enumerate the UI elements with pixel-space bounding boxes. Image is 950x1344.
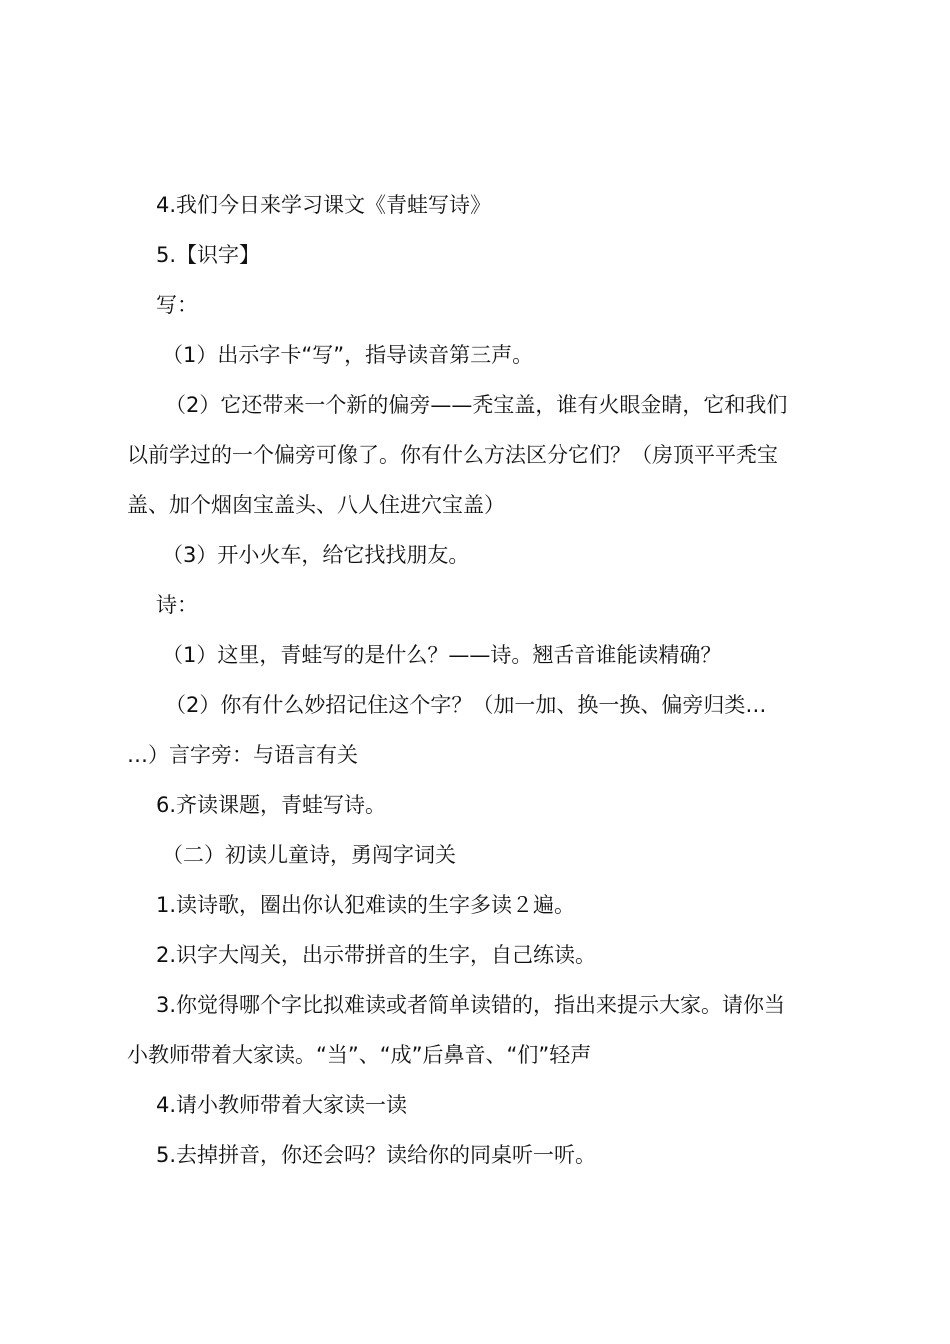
section-heading: 5.【识字】 — [156, 243, 261, 267]
paragraph-line: 4.我们今日来学习课文《青蛙写诗》 — [156, 193, 492, 217]
paragraph-continuation: …）言字旁：与语言有关 — [127, 743, 358, 767]
paragraph-line: （3）开小火车，给它找找朋友。 — [162, 543, 470, 567]
paragraph-continuation: 以前学过的一个偏旁可像了。你有什么方法区分它们？（房顶平平秃宝 — [127, 443, 778, 467]
paragraph-line: （2）你有什么妙招记住这个字？（加一加、换一换、偏旁归类… — [165, 693, 767, 717]
paragraph-line: 5.去掉拼音，你还会吗？读给你的同桌听一听。 — [156, 1143, 597, 1167]
paragraph-line: 1.读诗歌，圈出你认犯难读的生字多读２遍。 — [156, 893, 576, 917]
section-heading: （二）初读儿童诗，勇闯字词关 — [162, 843, 456, 867]
paragraph-continuation: 盖、加个烟囱宝盖头、八人住进穴宝盖） — [127, 493, 505, 517]
subheading: 诗： — [156, 593, 198, 617]
paragraph-line: （1）出示字卡“写”，指导读音第三声。 — [162, 343, 534, 367]
paragraph-line: （2）它还带来一个新的偏旁——秃宝盖，谁有火眼金睛，它和我们 — [165, 393, 788, 417]
document-body — [127, 180, 837, 1180]
paragraph-line: 4.请小教师带着大家读一读 — [156, 1093, 408, 1117]
paragraph-line: （1）这里，青蛙写的是什么？——诗。翘舌音谁能读精确？ — [162, 643, 722, 667]
paragraph-line: 6.齐读课题，青蛙写诗。 — [156, 793, 387, 817]
paragraph-line: 2.识字大闯关，出示带拼音的生字，自己练读。 — [156, 943, 597, 967]
subheading: 写： — [156, 293, 198, 317]
paragraph-line: 3.你觉得哪个字比拟难读或者简单读错的，指出来提示大家。请你当 — [156, 993, 786, 1017]
paragraph-continuation: 小教师带着大家读。“当”、“成”后鼻音、“们”轻声 — [127, 1043, 592, 1067]
